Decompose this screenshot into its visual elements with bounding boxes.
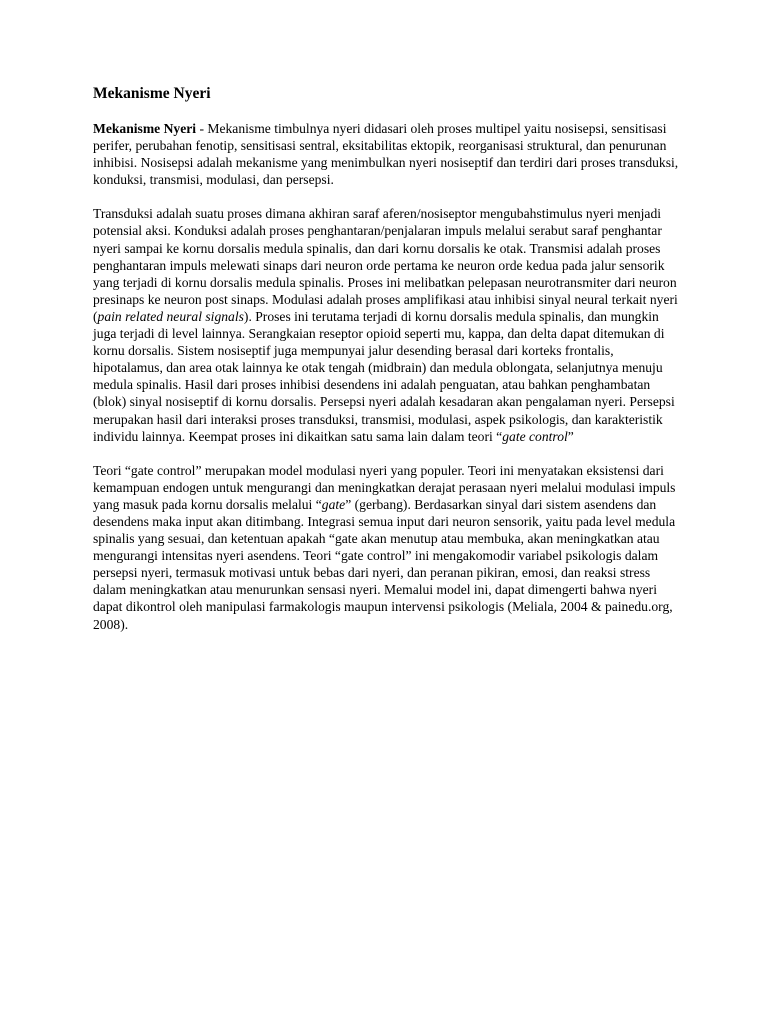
paragraph-text-c: ” — [567, 428, 574, 444]
document-page — [93, 84, 679, 650]
paragraph-text: - Mekanisme timbulnya nyeri didasari oleh proses multipel yaitu nosisepsi, sensitisasi perifer, perubahan fenotip, sensitisasi sentral, eksitabilitas ektopik, reorganisasi struktural, dan penurunan inhibisi. Nosisepsi adalah mekanisme yang menimbulkan nyeri nosiseptif dan terdiri dari proses transduksi, konduksi, transmisi, modulasi, dan persepsi. — [93, 121, 679, 188]
paragraph-text-b: ” (gerbang). Berdasarkan sinyal dari sistem asendens dan desendens maka input akan ditimbang. Integrasi semua input dari neuron sensorik, yaitu pada level medula spinalis yang sesuai, dan ketentuan apakah “gate akan menutup atau membuka, akan meningkatkan atau mengurangi intensitas nyeri asendens. Teori “gate control” ini mengakomodir variabel psikologis dalam persepsi nyeri, termasuk motivasi untuk bebas dari nyeri, dan peranan pikiran, emosi, dan reaksi stress dalam meningkatkan atau menurunkan sensasi nyeri. Memalui model ini, dapat dimengerti bahwa nyeri dapat dikontrol oleh manipulasi farmakologis maupun intervensi psikologis (Meliala, 2004 & painedu.org, 2008). — [93, 496, 676, 632]
italic-term-pain-signals: pain related neural signals — [97, 308, 244, 324]
italic-term-gate-control: gate control — [502, 428, 568, 444]
paragraph-transduksi — [93, 205, 679, 444]
document-title: Mekanisme Nyeri — [93, 85, 211, 102]
paragraph-text-b: ). Proses ini terutama terjadi di kornu dorsalis medula spinalis, dan mungkin juga terjadi di level lainnya. Serangkaian reseptor opioid seperti mu, kappa, dan delta dapat ditemukan di kornu dorsalis. Sistem nosiseptif juga mempunyai jalur desending berasal dari korteks frontalis, hipotalamus, dan area otak lainnya ke otak tengah (midbrain) dan medula oblongata, selanjutnya menuju medula spinalis. Hasil dari proses inhibisi desendens ini adalah penguatan, atau bahkan penghambatan (blok) sinyal nosiseptif di kornu dorsalis. Persepsi nyeri adalah kesadaran akan pengalaman nyeri. Persepsi merupakan hasil dari interaksi proses transduksi, transmisi, modulasi, aspek psikologis, dan karakteristik individu lainnya. Keempat proses ini dikaitkan satu sama lain dalam teori “ — [93, 308, 675, 444]
paragraph-mekanisme — [93, 120, 679, 188]
italic-term-gate: gate — [321, 496, 346, 512]
paragraph-text-a: Transduksi adalah suatu proses dimana akhiran saraf aferen/nosiseptor mengubahstimulus nyeri menjadi potensial aksi. Konduksi adalah proses penghantaran/penjalaran impuls melalui serabut saraf penghantar nyeri sampai ke kornu dorsalis medula spinalis, dan dari kornu dorsalis ke otak. Transmisi adalah proses penghantaran impuls melewati sinaps dari neuron orde pertama ke neuron orde kedua pada jalur sensorik yang terjadi di kornu dorsalis medula spinalis. Proses ini melibatkan pelepasan neurotransmiter dari neuron presinaps ke neuron post sinaps. Modulasi adalah proses amplifikasi atau inhibisi sinyal neural terkait nyeri ( — [93, 206, 678, 324]
paragraph-gate-control — [93, 462, 679, 633]
paragraph-lead-bold: Mekanisme Nyeri — [93, 121, 197, 136]
paragraph-text-a: Teori “gate control” merupakan model modulasi nyeri yang populer. Teori ini menyatakan eksistensi dari kemampuan endogen untuk mengurangi dan meningkatkan derajat perasaan nyeri melalui modulasi impuls yang masuk pada kornu dorsalis melalui “ — [93, 462, 676, 512]
